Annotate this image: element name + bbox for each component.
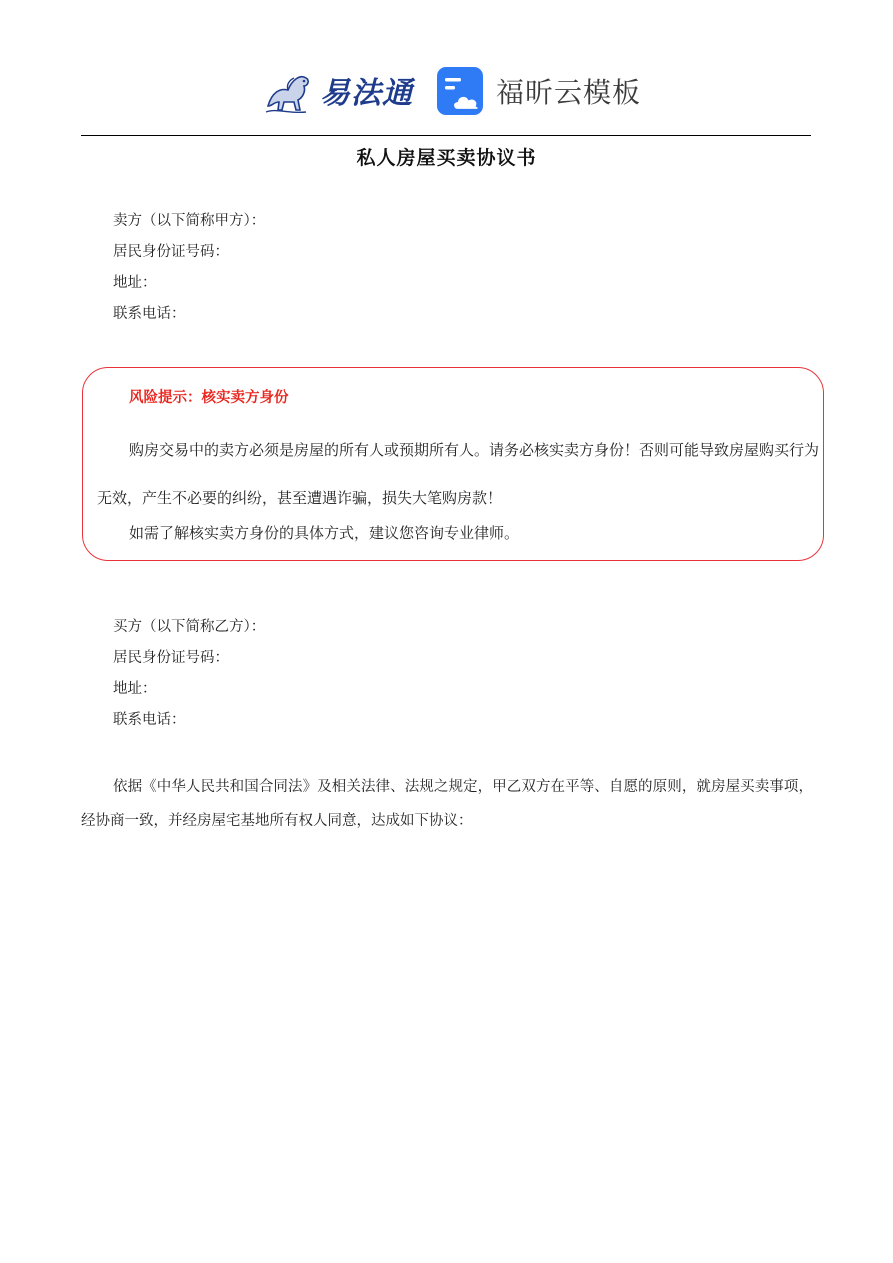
- foxit-brand-name: 福昕云模板: [496, 76, 642, 109]
- buyer-phone-label: 联系电话：: [113, 712, 186, 728]
- agreement-intro-paragraph: 依据《中华人民共和国合同法》及相关法律、法规之规定，甲乙双方在平等、自愿的原则，就房屋买卖事项，经协商一致，并经房屋宅基地所有权人同意，达成如下协议：: [81, 779, 813, 829]
- header-divider: [81, 135, 811, 136]
- buyer-address-label: 地址：: [113, 681, 157, 697]
- seller-phone-label: 联系电话：: [113, 306, 186, 322]
- yifatong-logo: [262, 60, 413, 120]
- buyer-label: 买方（以下简称乙方）：: [113, 619, 266, 635]
- yifatong-brand-name: 易法通: [320, 76, 413, 111]
- seller-label: 卖方（以下简称甲方）：: [113, 213, 266, 229]
- page-header: [0, 58, 893, 124]
- risk-notice-box: [82, 367, 824, 561]
- risk-notice-body: 购房交易中的卖方必须是房屋的所有人或预期所有人。请务必核实卖方身份！否则可能导致房屋购买行为无效，产生不必要的纠纷，甚至遭遇诈骗，损失大笔购房款！: [97, 441, 820, 507]
- foxit-cloud-template-logo: [436, 64, 641, 118]
- risk-notice-advice: 如需了解核实卖方身份的具体方式，建议您咨询专业律师。: [129, 524, 520, 542]
- qilin-mascot-icon: [262, 62, 318, 118]
- document-title: 私人房屋买卖协议书: [356, 147, 537, 169]
- seller-info: [113, 206, 265, 330]
- buyer-info: [113, 612, 265, 736]
- cloud-document-icon: [436, 66, 486, 116]
- buyer-id-label: 居民身份证号码：: [113, 650, 229, 666]
- risk-notice-title: 风险提示：核实卖方身份: [129, 390, 289, 406]
- seller-id-label: 居民身份证号码：: [113, 244, 229, 260]
- seller-address-label: 地址：: [113, 275, 157, 291]
